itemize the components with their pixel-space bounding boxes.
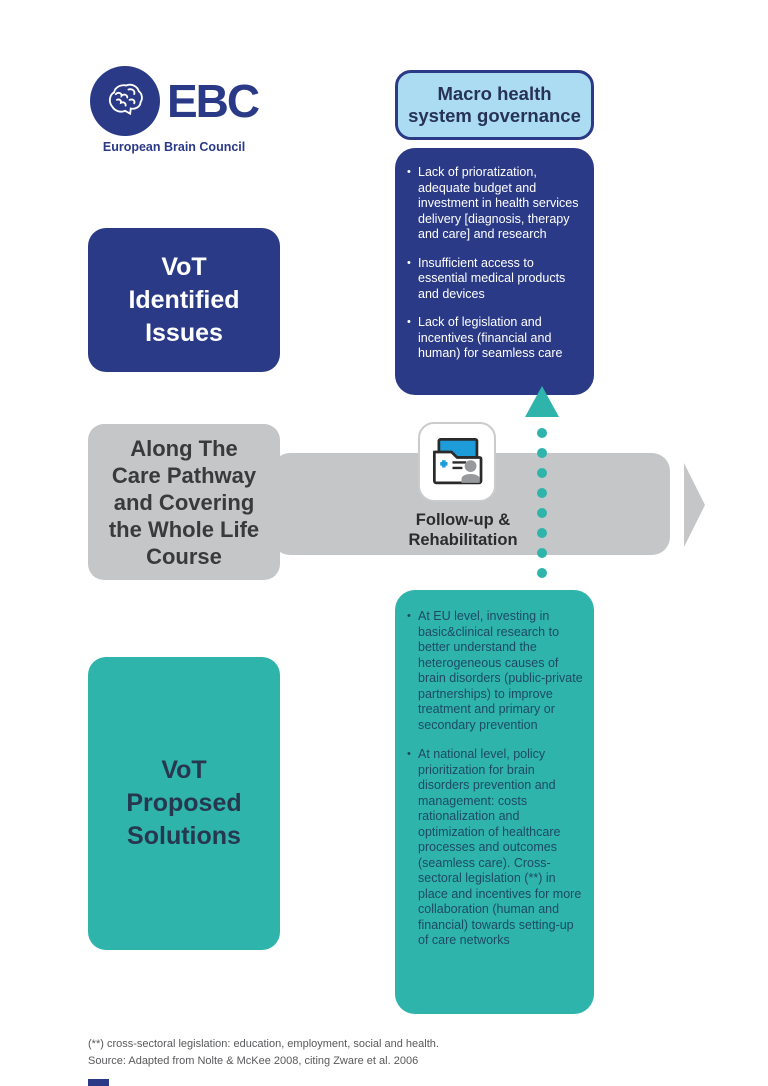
title-line: Along The	[130, 435, 238, 461]
connector-dot	[537, 428, 547, 438]
title-line: Care Pathway	[111, 462, 257, 488]
ebc-logo	[90, 66, 258, 154]
proposed-solutions-list	[405, 609, 584, 949]
connector-dot	[537, 468, 547, 478]
issue-bullet: • Lack of legislation and incentives (financial and human) for seamless care	[405, 315, 582, 362]
title-line: Solutions	[127, 822, 241, 850]
issue-bullet: • Lack of prioratization, adequate budget and investment in health services delivery [diagnosis, therapy and care] and research	[405, 165, 582, 243]
connector-dot	[537, 548, 547, 558]
pathway-arrow-icon	[684, 463, 705, 547]
title-line: Issues	[145, 318, 223, 347]
proposed-solutions-panel	[395, 590, 594, 1014]
logo-name: European Brain Council	[102, 140, 246, 154]
title-line: Course	[146, 543, 222, 569]
title-line: the Whole Life	[108, 516, 260, 542]
connector-dot	[537, 448, 547, 458]
connector-dot	[537, 488, 547, 498]
stage-label-line: Rehabilitation	[408, 530, 518, 549]
connector-dot	[537, 568, 547, 578]
medical-record-folder-icon	[418, 422, 496, 502]
title-line: Identified	[128, 285, 240, 314]
connector-arrow-up-icon	[525, 386, 559, 417]
connector-dot	[537, 528, 547, 538]
solution-bullet: • At national level, policy prioritization for brain disorders prevention and management: costs rationalization and optimization of healthcare processes and outcomes (seamless care). Cross-sectoral legislation (**) in place and incentives for more collaboration (human and financial) towards setting-up of care networks	[405, 747, 584, 949]
footnote	[88, 1036, 439, 1069]
logo-abbr: EBC	[167, 75, 259, 127]
brain-icon	[90, 66, 160, 136]
connector-dot	[537, 508, 547, 518]
title-line: VoT	[161, 756, 207, 784]
footnote-line: Source: Adapted from Nolte & McKee 2008, citing Zware et al. 2006	[88, 1054, 419, 1067]
page-corner-mark	[88, 1079, 109, 1086]
care-pathway-label-box	[88, 424, 280, 580]
stage-label-line: Follow-up &	[415, 511, 511, 529]
title-line: Proposed	[126, 789, 242, 817]
identified-issues-list	[405, 165, 582, 362]
dotted-connector	[537, 428, 547, 578]
stage-label	[390, 511, 536, 550]
macro-governance-header: Macro health system governance	[395, 70, 594, 140]
identified-issues-panel	[395, 148, 594, 395]
ebc-logo-row	[90, 66, 258, 136]
title-line: VoT	[161, 252, 207, 281]
title-line: and Covering	[113, 489, 255, 515]
vot-proposed-solutions-box	[88, 657, 280, 950]
footnote-line: (**) cross-sectoral legislation: education, employment, social and health.	[88, 1038, 439, 1050]
solution-bullet: • At EU level, investing in basic&clinical research to better understand the heterogeneous causes of brain disorders (public-private partnerships) to improve treatment and primary or secondary prevention	[405, 609, 584, 733]
issue-bullet: • Insufficient access to essential medical products and devices	[405, 256, 582, 303]
vot-identified-issues-box	[88, 228, 280, 372]
